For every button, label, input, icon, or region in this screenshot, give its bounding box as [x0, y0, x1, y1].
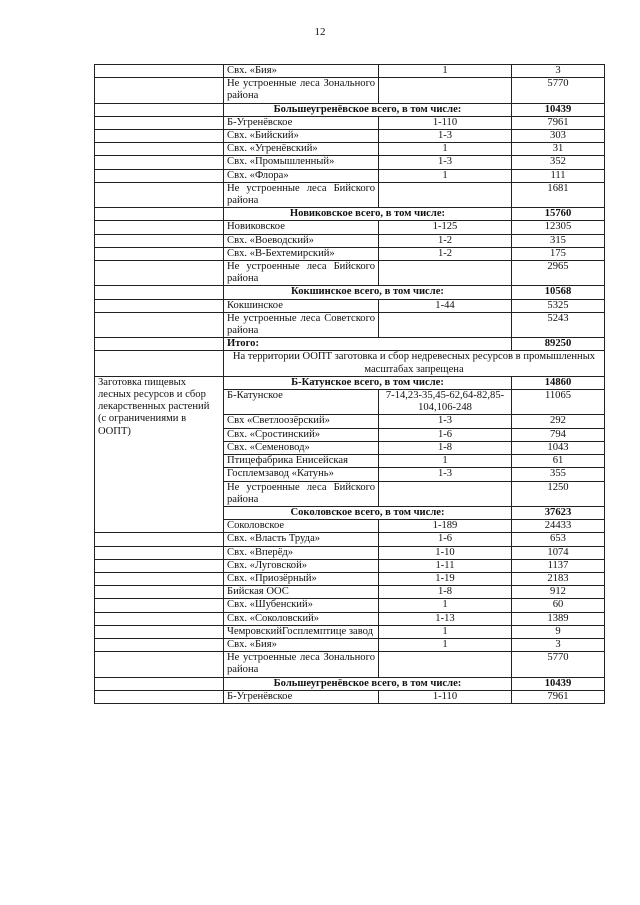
activity-cell — [95, 116, 224, 129]
table-row — [95, 677, 605, 690]
forestry-name: Свх. «Бия» — [224, 65, 379, 78]
quarter-numbers: 7-14,23-35,45-62,64-82,85-104,106-248 — [379, 390, 512, 415]
forestry-name: Свх. «Вперёд» — [224, 546, 379, 559]
area-value: 2183 — [512, 572, 605, 585]
activity-cell — [95, 182, 224, 207]
activity-cell — [95, 625, 224, 638]
activity-cell — [95, 638, 224, 651]
quarter-numbers: 1 — [379, 638, 512, 651]
forestry-name: Не устроенные леса Советского района — [224, 312, 379, 337]
activity-cell — [95, 247, 224, 260]
quarter-numbers — [379, 481, 512, 506]
grand-total-value: 89250 — [512, 338, 605, 351]
table-row — [95, 612, 605, 625]
area-value: 1681 — [512, 182, 605, 207]
area-value: 303 — [512, 130, 605, 143]
table-row — [95, 299, 605, 312]
quarter-numbers: 1-8 — [379, 441, 512, 454]
quarter-numbers: 1-3 — [379, 130, 512, 143]
quarter-numbers: 1-125 — [379, 221, 512, 234]
activity-cell — [95, 169, 224, 182]
subtotal-label: Большеугренёвское всего, в том числе: — [224, 103, 512, 116]
subtotal-label: Б-Катунское всего, в том числе: — [224, 376, 512, 389]
quarter-numbers: 1 — [379, 65, 512, 78]
subtotal-label: Кокшинское всего, в том числе: — [224, 286, 512, 299]
table-row — [95, 169, 605, 182]
quarter-numbers: 1-3 — [379, 156, 512, 169]
quarter-numbers: 1 — [379, 599, 512, 612]
forestry-name: Свх. «Власть Труда» — [224, 533, 379, 546]
quarter-numbers: 1-6 — [379, 533, 512, 546]
quarter-numbers: 1 — [379, 169, 512, 182]
activity-cell — [95, 299, 224, 312]
table-row — [95, 546, 605, 559]
quarter-numbers: 1-19 — [379, 572, 512, 585]
forestry-name: Не устроенные леса Бийского района — [224, 182, 379, 207]
forestry-name: Свх. «Приозёрный» — [224, 572, 379, 585]
table-row — [95, 572, 605, 585]
table-row — [95, 103, 605, 116]
area-value: 653 — [512, 533, 605, 546]
activity-cell: Заготовка пищевых лесных ресурсов и сбор лекарственных растений (с ограничениями в ООПТ) — [95, 376, 224, 532]
forestry-name: Госплемзавод «Катунь» — [224, 468, 379, 481]
activity-cell — [95, 586, 224, 599]
forestry-name: Не устроенные леса Бийского района — [224, 481, 379, 506]
subtotal-label: Соколовское всего, в том числе: — [224, 506, 512, 519]
table-row — [95, 376, 605, 389]
table-row — [95, 652, 605, 677]
table-row — [95, 312, 605, 337]
quarter-numbers: 1-189 — [379, 520, 512, 533]
activity-cell — [95, 338, 224, 351]
area-value: 60 — [512, 599, 605, 612]
subtotal-value: 15760 — [512, 208, 605, 221]
area-value: 1137 — [512, 559, 605, 572]
quarter-numbers — [379, 182, 512, 207]
forestry-name: Свх. «В-Бехтемирский» — [224, 247, 379, 260]
area-value: 5325 — [512, 299, 605, 312]
quarter-numbers — [379, 78, 512, 103]
activity-cell — [95, 143, 224, 156]
area-value: 175 — [512, 247, 605, 260]
table-row — [95, 156, 605, 169]
area-value: 1250 — [512, 481, 605, 506]
quarter-numbers: 1-2 — [379, 247, 512, 260]
area-value: 292 — [512, 415, 605, 428]
subtotal-value: 37623 — [512, 506, 605, 519]
area-value: 2965 — [512, 261, 605, 286]
area-value: 355 — [512, 468, 605, 481]
forestry-name: Свх. «Воеводский» — [224, 234, 379, 247]
forestry-name: Соколовское — [224, 520, 379, 533]
quarter-numbers — [379, 261, 512, 286]
quarter-numbers: 1 — [379, 625, 512, 638]
quarter-numbers — [379, 652, 512, 677]
table-body — [95, 65, 605, 704]
activity-cell — [95, 65, 224, 78]
activity-cell — [95, 599, 224, 612]
forestry-name: Свх. «Луговской» — [224, 559, 379, 572]
quarter-numbers: 1 — [379, 455, 512, 468]
forestry-name: ЧемровскийГосплемптице завод — [224, 625, 379, 638]
area-value: 1074 — [512, 546, 605, 559]
table-row — [95, 351, 605, 376]
area-value: 5770 — [512, 652, 605, 677]
forestry-name: Свх. «Угренёвский» — [224, 143, 379, 156]
activity-cell — [95, 612, 224, 625]
table-row — [95, 130, 605, 143]
table-row — [95, 586, 605, 599]
table-row — [95, 690, 605, 703]
page-number: 12 — [314, 26, 326, 38]
grand-total-label: Итого: — [224, 338, 512, 351]
forestry-name: Свх. «Шубенский» — [224, 599, 379, 612]
area-value: 794 — [512, 428, 605, 441]
forestry-name: Б-Угренёвское — [224, 690, 379, 703]
activity-cell — [95, 234, 224, 247]
area-value: 912 — [512, 586, 605, 599]
subtotal-label: Большеугренёвское всего, в том числе: — [224, 677, 512, 690]
forestry-name: Свх. «Бийский» — [224, 130, 379, 143]
quarter-numbers — [379, 312, 512, 337]
activity-cell — [95, 572, 224, 585]
activity-cell — [95, 286, 224, 299]
area-value: 24433 — [512, 520, 605, 533]
forestry-name: Бийская ООС — [224, 586, 379, 599]
area-value: 12305 — [512, 221, 605, 234]
forestry-name: Не устроенные леса Бийского района — [224, 261, 379, 286]
activity-cell — [95, 103, 224, 116]
table-row — [95, 599, 605, 612]
area-value: 5770 — [512, 78, 605, 103]
activity-cell — [95, 261, 224, 286]
forestry-name: Птицефабрика Енисейская — [224, 455, 379, 468]
table-row — [95, 65, 605, 78]
quarter-numbers: 1-11 — [379, 559, 512, 572]
activity-cell — [95, 546, 224, 559]
forestry-name: Свх. «Флора» — [224, 169, 379, 182]
activity-cell — [95, 78, 224, 103]
forestry-name: Б-Угренёвское — [224, 116, 379, 129]
area-value: 352 — [512, 156, 605, 169]
table-row — [95, 261, 605, 286]
quarter-numbers: 1-8 — [379, 586, 512, 599]
table-row — [95, 638, 605, 651]
quarter-numbers: 1-10 — [379, 546, 512, 559]
table-row — [95, 338, 605, 351]
forestry-name: Свх. «Соколовский» — [224, 612, 379, 625]
area-value: 3 — [512, 65, 605, 78]
area-value: 3 — [512, 638, 605, 651]
activity-cell — [95, 533, 224, 546]
area-value: 11065 — [512, 390, 605, 415]
forestry-name: Свх «Светлоозёрский» — [224, 415, 379, 428]
subtotal-label: Новиковское всего, в том числе: — [224, 208, 512, 221]
quarter-numbers: 1-6 — [379, 428, 512, 441]
table-row — [95, 182, 605, 207]
table-row — [95, 559, 605, 572]
forestry-name: Свх. «Семеновод» — [224, 441, 379, 454]
quarter-numbers: 1-110 — [379, 690, 512, 703]
subtotal-value: 10439 — [512, 103, 605, 116]
area-value: 7961 — [512, 690, 605, 703]
quarter-numbers: 1 — [379, 143, 512, 156]
table-row — [95, 625, 605, 638]
forestry-name: Новиковское — [224, 221, 379, 234]
area-value: 7961 — [512, 116, 605, 129]
table-row — [95, 208, 605, 221]
activity-cell — [95, 130, 224, 143]
restriction-note: На территории ООПТ заготовка и сбор недревесных ресурсов в промышленных масштабах запрещена — [224, 351, 605, 376]
activity-cell — [95, 156, 224, 169]
activity-cell — [95, 652, 224, 677]
forestry-name: Не устроенные леса Зонального района — [224, 78, 379, 103]
table-row — [95, 286, 605, 299]
quarter-numbers: 1-3 — [379, 468, 512, 481]
activity-cell — [95, 208, 224, 221]
forestry-name: Б-Катунское — [224, 390, 379, 415]
forestry-name: Свх. «Бия» — [224, 638, 379, 651]
table-row — [95, 143, 605, 156]
quarter-numbers: 1-3 — [379, 415, 512, 428]
table-row — [95, 221, 605, 234]
area-value: 9 — [512, 625, 605, 638]
area-value: 5243 — [512, 312, 605, 337]
subtotal-value: 10568 — [512, 286, 605, 299]
forestry-name: Свх. «Сростинский» — [224, 428, 379, 441]
table-row — [95, 234, 605, 247]
activity-cell — [95, 677, 224, 690]
quarter-numbers: 1-44 — [379, 299, 512, 312]
quarter-numbers: 1-2 — [379, 234, 512, 247]
area-value: 31 — [512, 143, 605, 156]
forestry-name: Свх. «Промышленный» — [224, 156, 379, 169]
area-value: 315 — [512, 234, 605, 247]
activity-cell — [95, 690, 224, 703]
table-row — [95, 247, 605, 260]
forestry-name: Не устроенные леса Зонального района — [224, 652, 379, 677]
table-row — [95, 78, 605, 103]
activity-cell — [95, 312, 224, 337]
quarter-numbers: 1-110 — [379, 116, 512, 129]
table-row — [95, 116, 605, 129]
quarter-numbers: 1-13 — [379, 612, 512, 625]
subtotal-value: 14860 — [512, 376, 605, 389]
activity-cell — [95, 351, 224, 376]
activity-cell — [95, 221, 224, 234]
forestry-name: Кокшинское — [224, 299, 379, 312]
table-row — [95, 533, 605, 546]
activity-cell — [95, 559, 224, 572]
area-value: 61 — [512, 455, 605, 468]
subtotal-value: 10439 — [512, 677, 605, 690]
area-value: 1043 — [512, 441, 605, 454]
forest-resources-table — [94, 64, 605, 704]
area-value: 111 — [512, 169, 605, 182]
area-value: 1389 — [512, 612, 605, 625]
